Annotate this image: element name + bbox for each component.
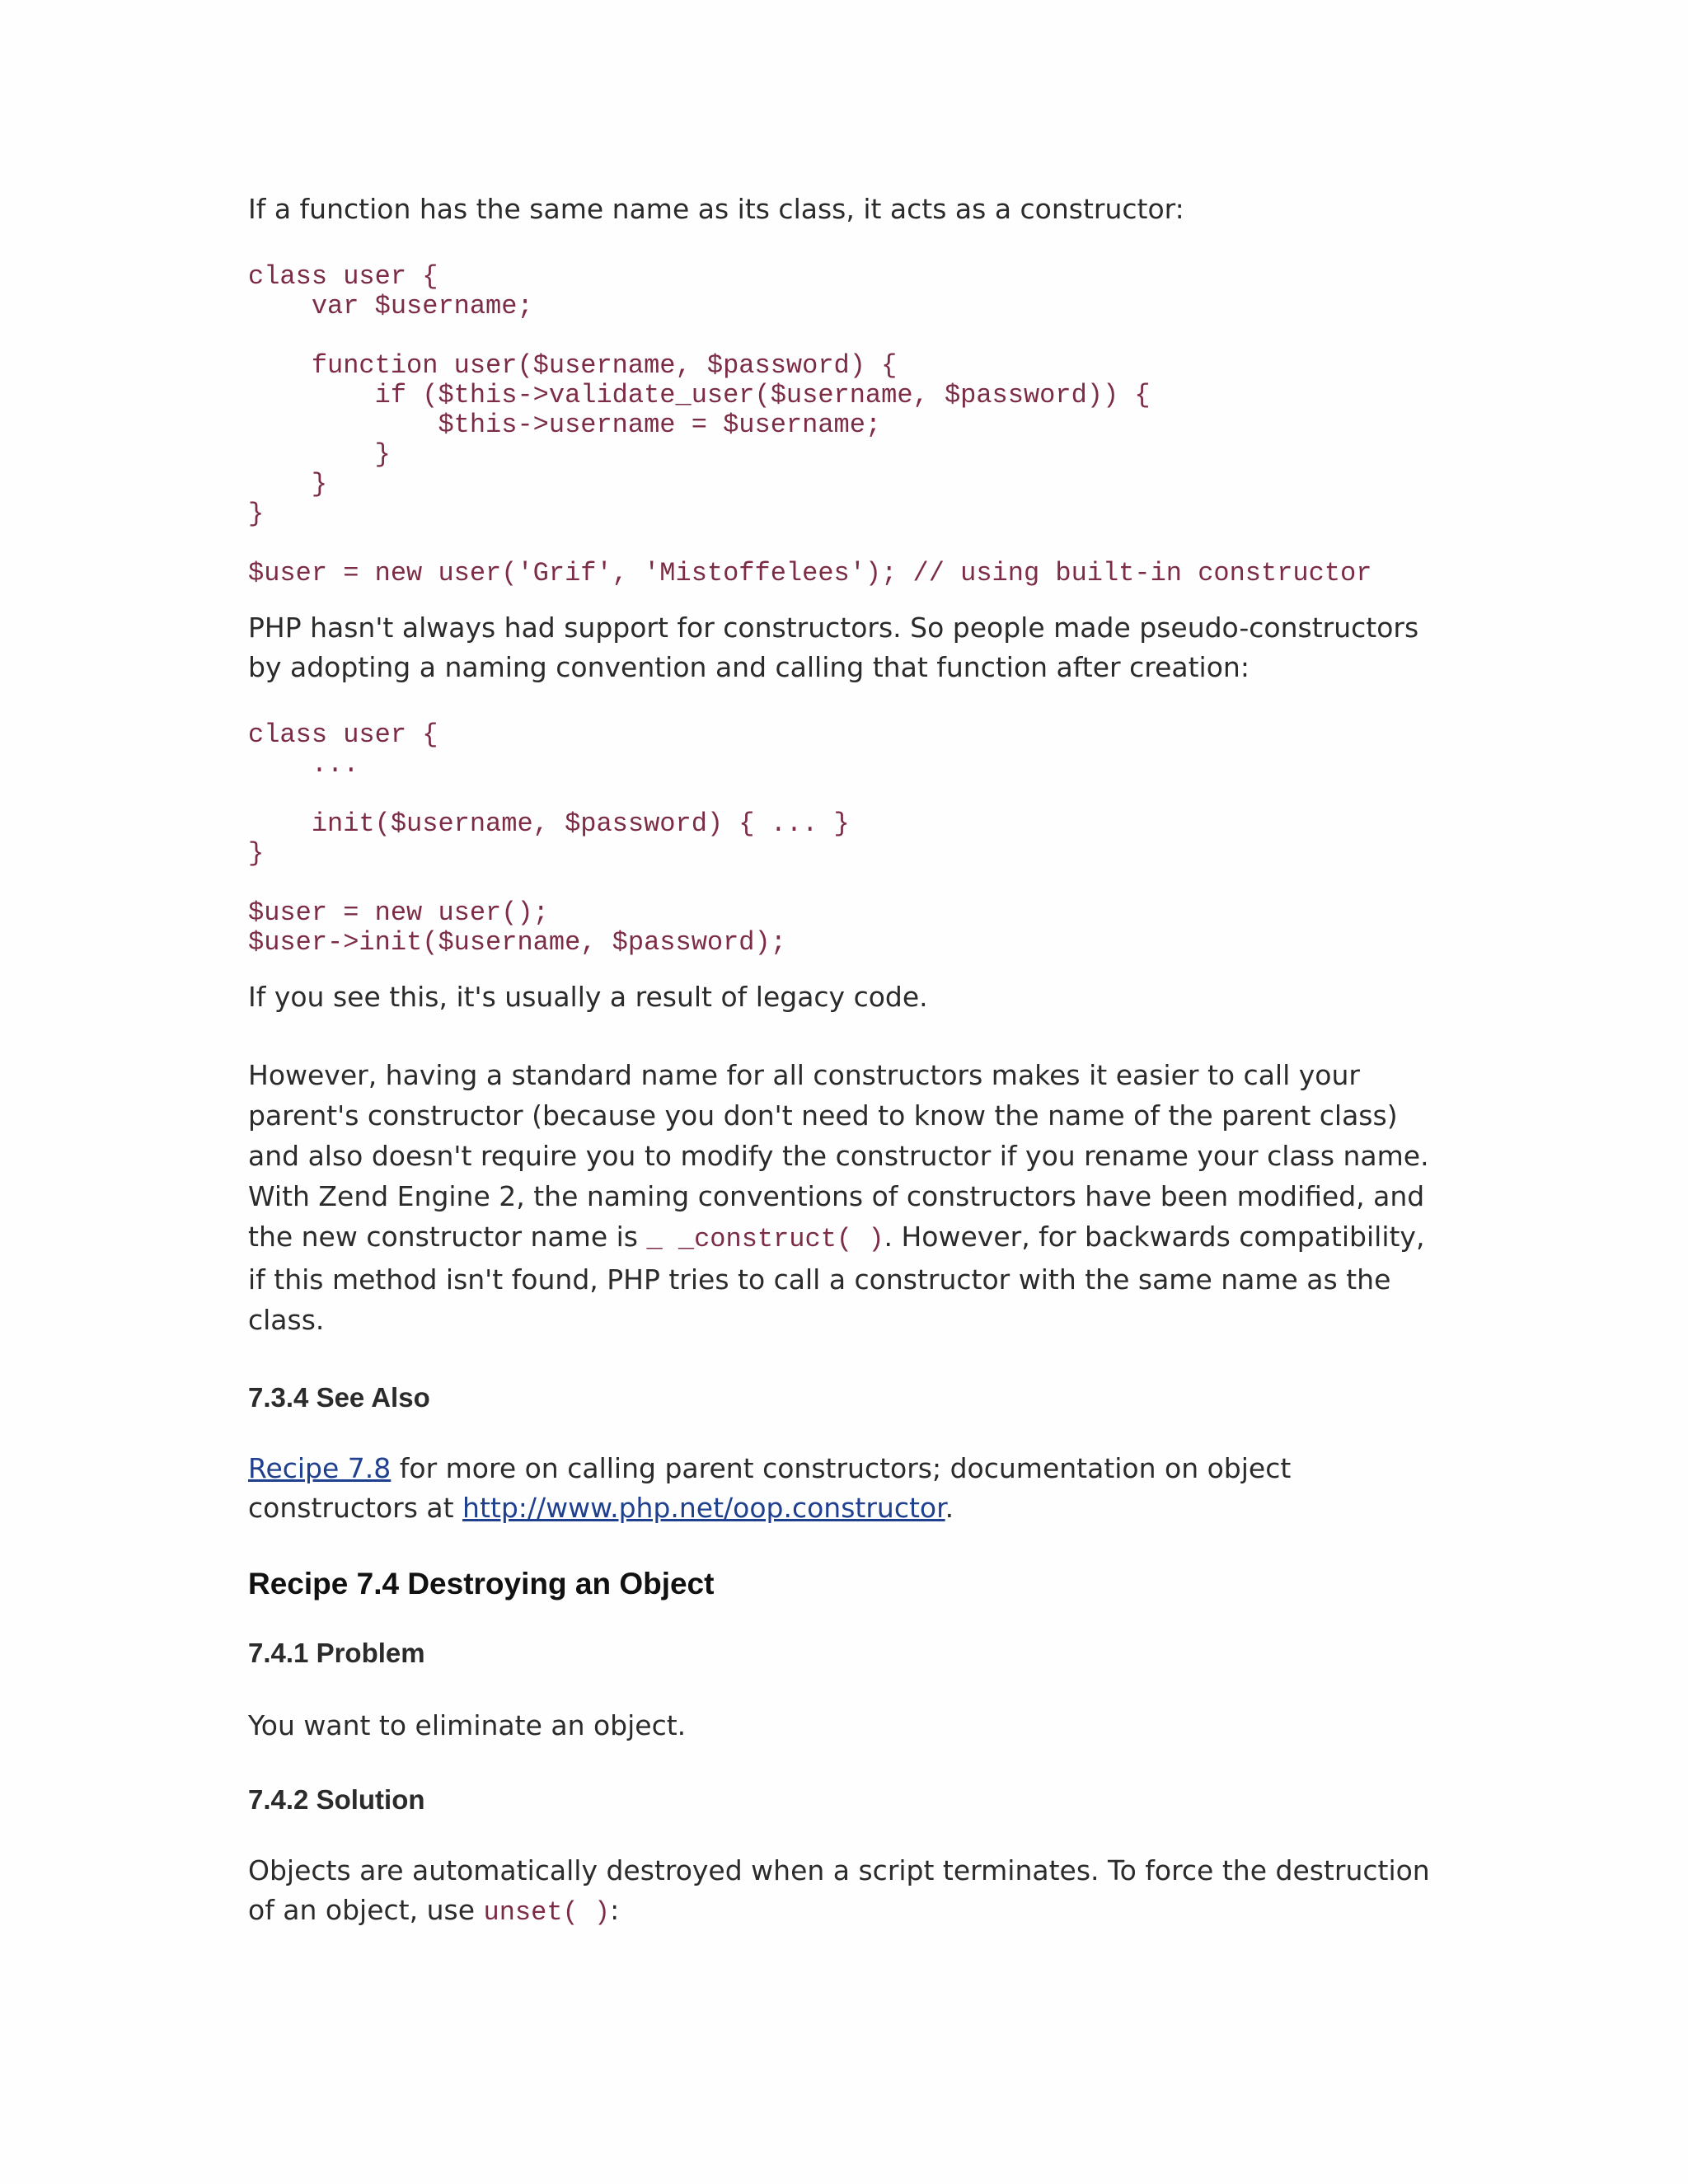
construct-text-before: However, having a standard name for all constructors makes it easier to call your parent's constructor (because you don't need to know the name of the parent class) and also doesn't require you to modify the constructor if you rename your class name. With Zend Engine 2, the naming conventions of constructors have been modified, and the new constructor name is	[248, 1059, 1429, 1253]
solution-paragraph	[248, 1851, 1443, 1933]
page-content	[248, 190, 1443, 1933]
code-line: class user {	[248, 719, 438, 750]
see-also-period: .	[945, 1492, 954, 1524]
construct-paragraph	[248, 1055, 1443, 1340]
code-line: }	[248, 499, 265, 529]
intro-paragraph: If a function has the same name as its class, it acts as a constructor:	[248, 193, 1184, 225]
unset-inline-code: unset( )	[483, 1897, 611, 1928]
problem-heading: 7.4.1 Problem	[248, 1638, 425, 1668]
code-line: function user($username, $password) {	[248, 350, 898, 381]
code-line: class user {	[248, 261, 438, 292]
recipe-title: Recipe 7.4 Destroying an Object	[248, 1567, 715, 1601]
construct-inline-code: _ _construct( )	[646, 1224, 884, 1254]
code-line: init($username, $password) { ... }	[248, 808, 850, 839]
code-line: if ($this->validate_user($username, $password)) {	[248, 380, 1151, 410]
construct-text-after: . However, for backwards compatibility, if this method isn't found, PHP tries to call a constructor with the same name as the class.	[248, 1221, 1425, 1336]
code-block-init	[248, 720, 1443, 958]
legacy-paragraph: If you see this, it's usually a result of legacy code.	[248, 981, 928, 1013]
code-line: }	[248, 469, 328, 499]
solution-text-after: :	[610, 1894, 620, 1926]
problem-paragraph: You want to eliminate an object.	[248, 1709, 687, 1741]
code-line: }	[248, 838, 265, 869]
code-line: var $username;	[248, 291, 533, 321]
see-also-paragraph	[248, 1449, 1443, 1528]
pseudo-constructor-paragraph: PHP hasn't always had support for constructors. So people made pseudo-constructors by adopting a naming convention and calling that function after creation:	[248, 612, 1419, 683]
code-line	[248, 869, 1443, 898]
recipe-7-8-link[interactable]: Recipe 7.8	[248, 1452, 392, 1484]
solution-heading: 7.4.2 Solution	[248, 1784, 425, 1815]
php-constructor-doc-link[interactable]: http://www.php.net/oop.constructor	[462, 1492, 945, 1524]
see-also-text: for more on calling parent constructors; documentation on object constructors at	[248, 1452, 1292, 1524]
code-line: $this->username = $username;	[248, 410, 882, 440]
code-line: $user->init($username, $password);	[248, 927, 786, 958]
code-line	[248, 529, 1443, 559]
code-line: $user = new user('Grif', 'Mistoffelees'); // using built-in constructor	[248, 558, 1372, 588]
code-line	[248, 780, 1443, 809]
see-also-heading: 7.3.4 See Also	[248, 1382, 430, 1413]
code-line: }	[248, 439, 391, 470]
code-line: ...	[248, 749, 359, 780]
solution-text-before: Objects are automatically destroyed when a script terminates. To force the destruction of an object, use	[248, 1854, 1430, 1926]
code-block-constructor	[248, 262, 1443, 588]
code-line: $user = new user();	[248, 898, 549, 928]
code-line	[248, 321, 1443, 351]
